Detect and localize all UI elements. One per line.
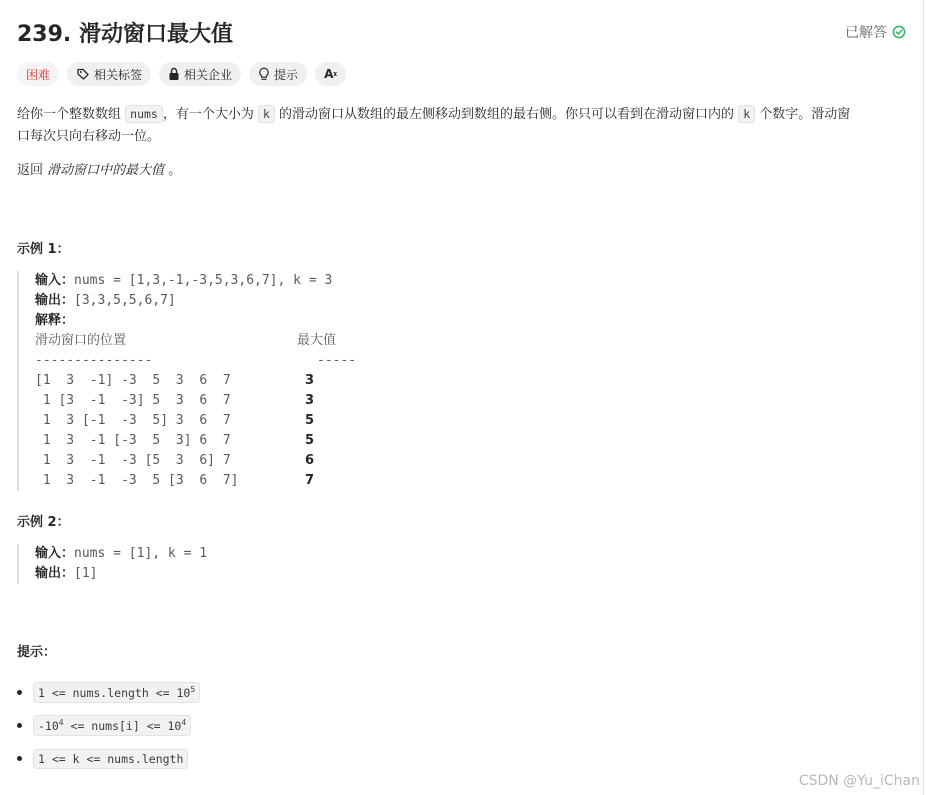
table-row: 1 3 -1 -3 5 [3 6 7] 7 [35, 473, 315, 488]
right-divider [923, 0, 924, 795]
window-table-dash [35, 351, 356, 371]
translate-button[interactable] [315, 62, 346, 86]
table-row: 1 3 -1 -3 [5 3 6] 7 6 [35, 453, 315, 468]
example-1-title: 示例 1： [17, 242, 70, 257]
table-row: [1 3 -1] -3 5 3 6 7 3 [35, 373, 315, 388]
window-col-header: 滑动窗口的位置 [35, 333, 127, 348]
lock-icon [168, 67, 180, 81]
bullet [17, 690, 22, 695]
list-item [17, 709, 200, 742]
bullet [17, 756, 22, 761]
related-tags-label: 相关标签 [94, 67, 143, 82]
output-label: 输出： [35, 566, 75, 581]
input-label: 输入： [35, 546, 75, 561]
related-tags-button[interactable] [67, 62, 151, 86]
example-2-block [17, 544, 207, 584]
window-table [35, 371, 356, 491]
table-row: 1 [3 -1 -3] 5 3 6 7 3 [35, 393, 315, 408]
window-col-dash: --------------- [35, 353, 153, 368]
translate-icon: Aᵡ [324, 67, 338, 81]
page-title: 239. 滑动窗口最大值 [17, 22, 233, 47]
lightbulb-icon [258, 67, 270, 81]
table-row: 1 3 -1 [-3 5 3] 6 7 5 [35, 433, 315, 448]
emphasis-text: 滑动窗口中的最大值 [47, 163, 165, 178]
window-table-header [35, 331, 356, 351]
check-circle-icon [892, 25, 906, 39]
table-row: 1 3 [-1 -3 5] 3 6 7 5 [35, 413, 315, 428]
explain-label: 解释： [35, 313, 75, 328]
code-k: k [258, 105, 275, 123]
input-value: nums = [1,3,-1,-3,5,3,6,7], k = 3 [74, 273, 333, 288]
example-1-block [17, 271, 356, 491]
output-label: 输出： [35, 293, 75, 308]
example-2-title: 示例 2： [17, 515, 70, 530]
tag-bar [17, 62, 346, 86]
code-k-2: k [738, 105, 755, 123]
constraints-list [17, 676, 200, 775]
tag-icon [76, 67, 90, 81]
watermark: CSDN @Yu_iChan [798, 773, 920, 789]
description-paragraph-1: 给你一个整数数组 nums ，有一个大小为 k 的滑动窗口从数组的最左侧移动到数组的最右侧。你只可以看到在滑动窗口内的 k 个数字。滑动窗 口每次只向右移动一位。 [17, 107, 851, 144]
bullet [17, 723, 22, 728]
related-companies-label: 相关企业 [184, 67, 233, 82]
input-value: nums = [1], k = 1 [74, 546, 208, 561]
constraint-1: 1 <= nums.length <= $10^5$ [33, 682, 200, 703]
hint-label: 提示 [274, 67, 299, 82]
code-nums: nums [125, 105, 163, 123]
list-item [17, 742, 200, 775]
difficulty-label: 困难 [26, 67, 51, 82]
difficulty-badge[interactable] [17, 62, 59, 86]
hint-button[interactable] [249, 62, 307, 86]
max-col-header: 最大值 [297, 333, 337, 348]
constraints-title: 提示： [17, 645, 57, 660]
solved-status [845, 22, 906, 42]
description-paragraph-2: 返回 滑动窗口中的最大值 。 [17, 163, 182, 178]
output-value: [3,3,5,5,6,7] [74, 293, 176, 308]
max-col-dash: ----- [317, 353, 357, 368]
solved-label: 已解答 [845, 25, 887, 41]
related-companies-button[interactable] [159, 62, 241, 86]
input-label: 输入： [35, 273, 75, 288]
list-item [17, 676, 200, 709]
constraint-3: 1 <= k <= nums.length [33, 749, 188, 769]
output-value: [1] [74, 566, 98, 581]
constraint-2: $-10^4$ <= nums[i] <= $10^4$ [33, 715, 191, 736]
